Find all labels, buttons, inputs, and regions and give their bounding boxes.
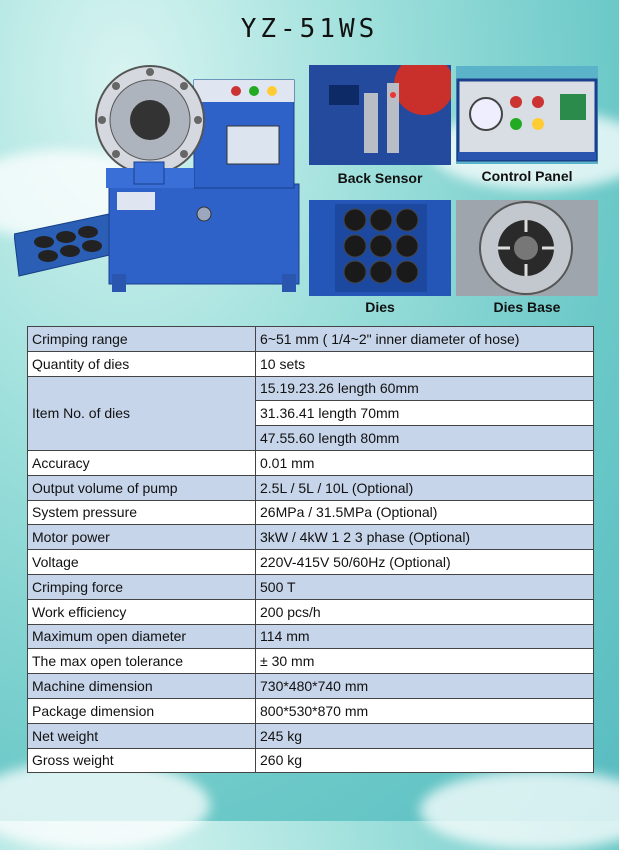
cloud-decoration [0, 760, 210, 850]
spec-label: Maximum open diameter [28, 624, 256, 649]
table-row [28, 723, 594, 748]
spec-label: The max open tolerance [28, 649, 256, 674]
specifications-table [27, 326, 594, 773]
spec-label: Motor power [28, 525, 256, 550]
spec-label: Net weight [28, 723, 256, 748]
spec-label: Package dimension [28, 698, 256, 723]
spec-value: 31.36.41 length 70mm [256, 401, 594, 426]
table-row [28, 351, 594, 376]
table-row [28, 376, 594, 401]
dies-caption: Dies [365, 299, 395, 315]
spec-value: ± 30 mm [256, 649, 594, 674]
table-row [28, 475, 594, 500]
table-row [28, 599, 594, 624]
spec-label: System pressure [28, 500, 256, 525]
table-row [28, 500, 594, 525]
spec-value: 800*530*870 mm [256, 698, 594, 723]
spec-value: 500 T [256, 574, 594, 599]
control-panel-image [456, 66, 598, 164]
spec-value: 0.01 mm [256, 450, 594, 475]
spec-label: Gross weight [28, 748, 256, 773]
spec-label: Work efficiency [28, 599, 256, 624]
spec-label: Voltage [28, 550, 256, 575]
control-panel-caption: Control Panel [481, 168, 573, 184]
spec-value: 245 kg [256, 723, 594, 748]
table-row [28, 450, 594, 475]
cloud-decoration [420, 770, 619, 850]
spec-value: 730*480*740 mm [256, 674, 594, 699]
spec-value: 6~51 mm ( 1/4~2" inner diameter of hose) [256, 327, 594, 352]
spec-value: 47.55.60 length 80mm [256, 426, 594, 451]
table-row [28, 525, 594, 550]
table-row [28, 574, 594, 599]
spec-label: Output volume of pump [28, 475, 256, 500]
spec-value: 114 mm [256, 624, 594, 649]
spec-label: Item No. of dies [28, 376, 256, 450]
table-row [28, 674, 594, 699]
spec-value: 3kW / 4kW 1 2 3 phase (Optional) [256, 525, 594, 550]
table-row [28, 624, 594, 649]
spec-label: Crimping force [28, 574, 256, 599]
dies-base-image [456, 200, 598, 296]
table-row [28, 550, 594, 575]
spec-label: Quantity of dies [28, 351, 256, 376]
spec-label: Machine dimension [28, 674, 256, 699]
table-row [28, 748, 594, 773]
table-row [28, 649, 594, 674]
table-row [28, 698, 594, 723]
spec-label: Accuracy [28, 450, 256, 475]
spec-value: 15.19.23.26 length 60mm [256, 376, 594, 401]
spec-value: 200 pcs/h [256, 599, 594, 624]
back-sensor-caption: Back Sensor [337, 170, 423, 186]
spec-value: 220V-415V 50/60Hz (Optional) [256, 550, 594, 575]
spec-value: 260 kg [256, 748, 594, 773]
dies-image [309, 200, 451, 296]
spec-value: 2.5L / 5L / 10L (Optional) [256, 475, 594, 500]
spec-label: Crimping range [28, 327, 256, 352]
back-sensor-image [309, 65, 451, 165]
spec-value: 26MPa / 31.5MPa (Optional) [256, 500, 594, 525]
spec-value: 10 sets [256, 351, 594, 376]
table-row [28, 327, 594, 352]
dies-base-caption: Dies Base [493, 299, 561, 315]
crimping-machine-image [14, 64, 304, 294]
page-title: YZ-51WS [240, 14, 379, 44]
